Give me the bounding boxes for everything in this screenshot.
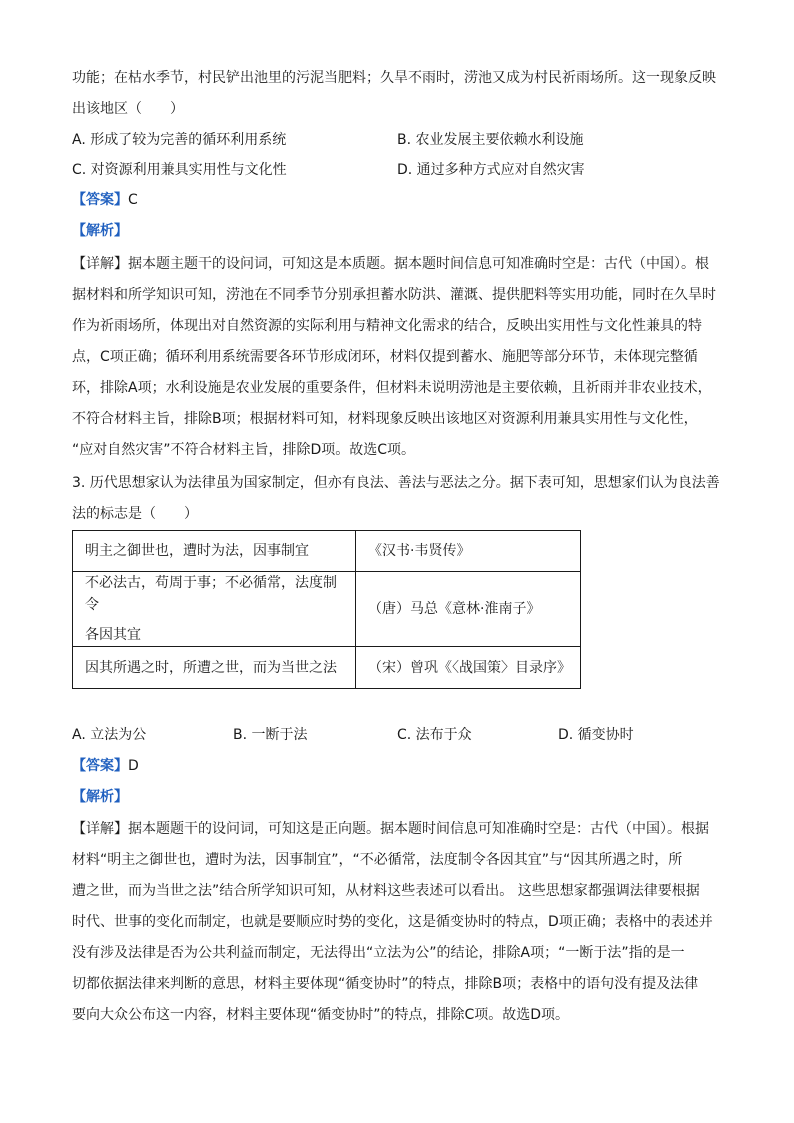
q2-detail-line: 点，C项正确；循环利用系统需要各环节形成闭环，材料仅提到蓄水、施肥等部分环节，未体现完整循 bbox=[72, 349, 698, 365]
quote-cell bbox=[73, 647, 356, 689]
source-text: （宋）曾巩《〈战国策〉目录序》 bbox=[368, 659, 571, 676]
q2-option-b: B. 农业发展主要依赖水利设施 bbox=[397, 132, 584, 148]
q2-answer-value: C bbox=[128, 192, 138, 208]
source-cell bbox=[356, 647, 581, 689]
table-row bbox=[73, 647, 581, 689]
quote-text: 因其所遇之时，所遭之世，而为当世之法 bbox=[85, 659, 337, 676]
table-row bbox=[73, 572, 581, 647]
q3-stem-line: 3. 历代思想家认为法律虽为国家制定，但亦有良法、善法与恶法之分。据下表可知，思想家们认为良法善 bbox=[72, 475, 720, 491]
q2-detail-line: “应对自然灾害”不符合材料主旨，排除D项。故选C项。 bbox=[72, 442, 416, 458]
q2-detail-line: 据材料和所学知识可知，涝池在不同季节分别承担蓄水防洪、灌溉、提供肥料等实用功能，同时在久旱时 bbox=[72, 287, 716, 303]
q3-option-d: D. 循变协时 bbox=[558, 727, 634, 743]
analysis-tag: 【解析】 bbox=[72, 223, 128, 239]
q3-option-a: A. 立法为公 bbox=[72, 727, 147, 743]
analysis-tag: 【解析】 bbox=[72, 789, 128, 805]
q2-analysis-heading bbox=[72, 221, 732, 241]
source-text: 《汉书·韦贤传》 bbox=[368, 543, 471, 559]
q3-answer-line bbox=[72, 756, 732, 776]
quote-text: 明主之御世也，遭时为法，因事制宜 bbox=[85, 543, 309, 559]
q3-detail-line: 材料“明主之御世也，遭时为法，因事制宜”，“不必循常，法度制令各因其宜”与“因其所遇之时，所 bbox=[72, 852, 683, 868]
q3-detail-line bbox=[72, 819, 732, 839]
q3-quote-table bbox=[72, 530, 581, 689]
table-row bbox=[73, 531, 581, 572]
source-text: （唐）马总《意林·淮南子》 bbox=[368, 601, 541, 617]
q3-stem-line: 法的标志是（ ） bbox=[72, 506, 198, 522]
q3-detail-line: 遭之世，而为当世之法”结合所学知识可知，从材料这些表述可以看出。 这些思想家都强调法律要根据 bbox=[72, 883, 700, 899]
q2-stem-line: 出该地区（ ） bbox=[72, 101, 184, 117]
answer-tag: 【答案】 bbox=[72, 192, 128, 208]
q3-option-c: C. 法布于众 bbox=[397, 727, 472, 743]
q2-option-d: D. 通过多种方式应对自然灾害 bbox=[397, 162, 585, 178]
answer-tag: 【答案】 bbox=[72, 758, 128, 774]
q3-detail-line: 要向大众公布这一内容，材料主要体现“循变协时”的特点，排除C项。故选D项。 bbox=[72, 1007, 570, 1023]
q2-detail-line bbox=[72, 254, 732, 274]
q3-detail-line: 切都依据法律来判断的意思，材料主要体现“循变协时”的特点，排除B项；表格中的语句没有提及法律 bbox=[72, 976, 699, 992]
quote-cell bbox=[73, 572, 356, 647]
q2-detail-text: 据本题主题干的设问词，可知这是本质题。据本题时间信息可知准确时空是：古代（中国）。根 bbox=[128, 256, 709, 272]
q3-detail-text: 据本题题干的设问词，可知这是正向题。据本题时间信息可知准确时空是：古代（中国）。根据 bbox=[128, 821, 709, 837]
q2-stem-line: 功能；在枯水季节，村民铲出池里的污泥当肥料；久旱不雨时，涝池又成为村民祈雨场所。这一现象反映 bbox=[72, 70, 716, 86]
q2-option-a: A. 形成了较为完善的循环利用系统 bbox=[72, 132, 287, 148]
q3-analysis-heading bbox=[72, 787, 732, 807]
detail-tag: 【详解】 bbox=[72, 256, 128, 272]
q2-detail-line: 环，排除A项；水利设施是农业发展的重要条件，但材料未说明涝池是主要依赖，且祈雨并非农业技术， bbox=[72, 380, 712, 396]
q3-detail-line: 没有涉及法律是否为公共利益而制定，无法得出“立法为公”的结论，排除A项；“一断于法”指的是一 bbox=[72, 945, 685, 961]
quote-text: 不必法古，苟周于事；不必循常，法度制令 bbox=[85, 575, 337, 613]
q2-detail-line: 作为祈雨场所，体现出对自然资源的实际利用与精神文化需求的结合，反映出实用性与文化性兼具的特 bbox=[72, 318, 702, 334]
quote-text: 各因其宜 bbox=[85, 627, 141, 643]
q3-option-b: B. 一断于法 bbox=[233, 727, 308, 743]
q3-answer-value: D bbox=[128, 758, 139, 774]
source-cell bbox=[356, 572, 581, 647]
quote-cell bbox=[73, 531, 356, 572]
detail-tag: 【详解】 bbox=[72, 821, 128, 837]
q2-answer-line bbox=[72, 190, 732, 210]
source-cell bbox=[356, 531, 581, 572]
q2-option-c: C. 对资源利用兼具实用性与文化性 bbox=[72, 162, 287, 178]
q2-detail-line: 不符合材料主旨，排除B项；根据材料可知，材料现象反映出该地区对资源利用兼具实用性与文化性， bbox=[72, 411, 698, 427]
q3-detail-line: 时代、世事的变化而制定，也就是要顺应时势的变化，这是循变协时的特点，D项正确；表格中的表述并 bbox=[72, 914, 713, 930]
